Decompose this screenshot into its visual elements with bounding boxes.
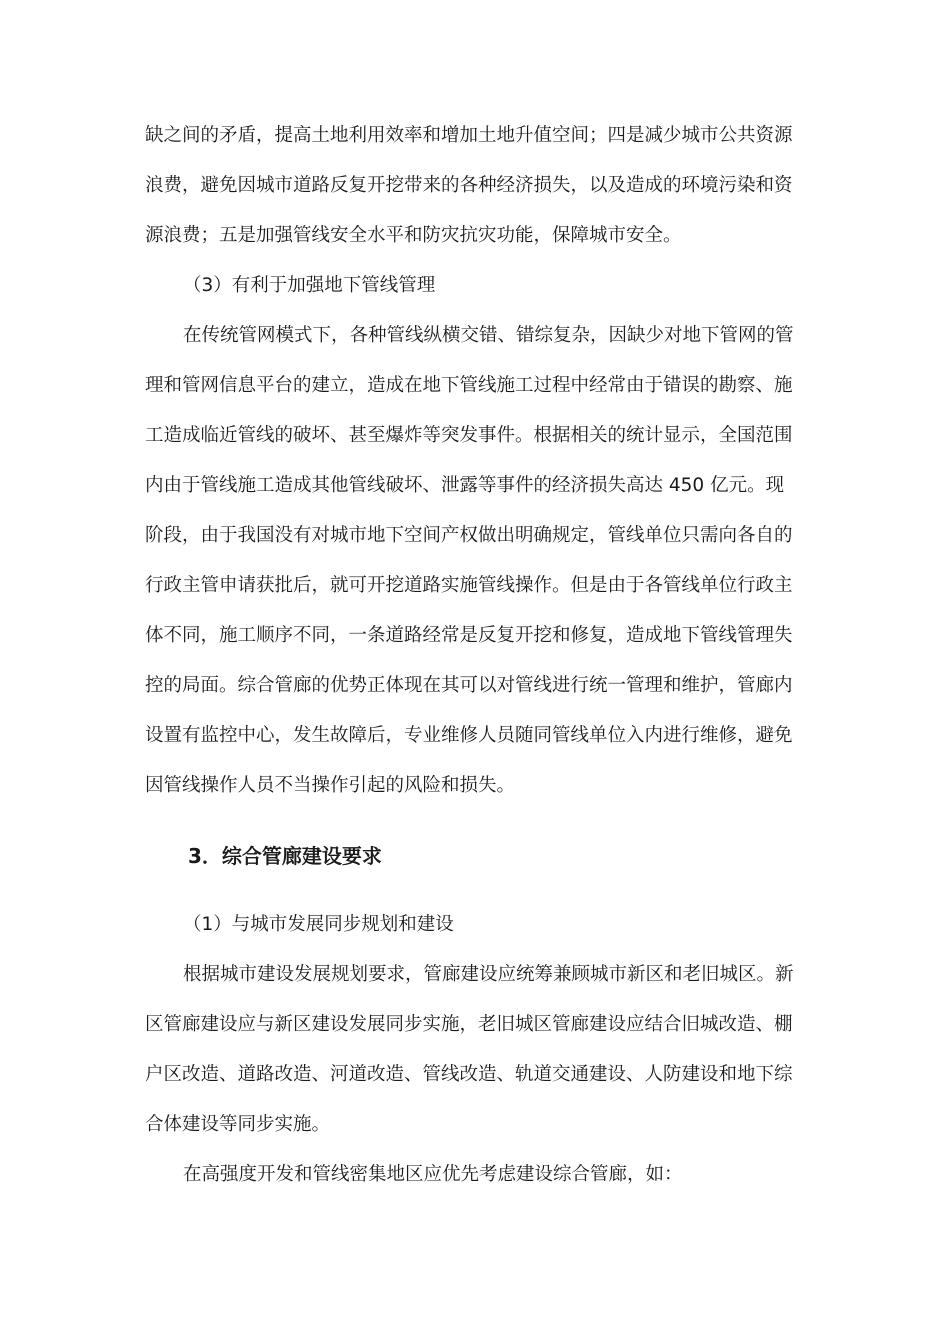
paragraph-line: 体不同，施工顺序不同，一条道路经常是反复开挖和修复，造成地下管线管理失	[145, 625, 793, 646]
paragraph-line: 源浪费；五是加强管线安全水平和防灾抗灾功能，保障城市安全。	[145, 225, 682, 246]
subsection-heading: （3）有利于加强地下管线管理	[183, 275, 436, 296]
paragraph-line: 浪费，避免因城市道路反复开挖带来的各种经济损失，以及造成的环境污染和资	[145, 175, 793, 196]
paragraph-line: 行政主管申请获批后，就可开挖道路实施管线操作。但是由于各管线单位行政主	[145, 575, 793, 596]
paragraph-line: 在传统管网模式下，各种管线纵横交错、错综复杂，因缺少对地下管网的管	[183, 325, 794, 346]
paragraph-line: 根据城市建设发展规划要求，管廊建设应统筹兼顾城市新区和老旧城区。新	[183, 964, 794, 985]
paragraph-line: 内由于管线施工造成其他管线破坏、泄露等事件的经济损失高达 450 亿元。现	[145, 475, 785, 496]
paragraph-line: 工造成临近管线的破坏、甚至爆炸等突发事件。根据相关的统计显示，全国范围	[145, 425, 793, 446]
paragraph-line: 合体建设等同步实施。	[145, 1114, 331, 1135]
paragraph-line: 阶段，由于我国没有对城市地下空间产权做出明确规定，管线单位只需向各自的	[145, 525, 793, 546]
paragraph-line: 理和管网信息平台的建立，造成在地下管线施工过程中经常由于错误的勘察、施	[145, 375, 793, 396]
subsection-heading: （1）与城市发展同步规划和建设	[183, 914, 454, 935]
paragraph-line: 设置有监控中心，发生故障后，专业维修人员随同管线单位入内进行维修，避免	[145, 725, 793, 746]
paragraph-line: 因管线操作人员不当操作引起的风险和损失。	[145, 775, 516, 796]
section-heading: 3．综合管廊建设要求	[188, 844, 382, 868]
paragraph-line: 缺之间的矛盾，提高土地利用效率和增加土地升值空间；四是减少城市公共资源	[145, 125, 793, 146]
paragraph-line: 区管廊建设应与新区建设发展同步实施，老旧城区管廊建设应结合旧城改造、棚	[145, 1014, 793, 1035]
paragraph-line: 户区改造、道路改造、河道改造、管线改造、轨道交通建设、人防建设和地下综	[145, 1064, 793, 1085]
paragraph-line: 在高强度开发和管线密集地区应优先考虑建设综合管廊，如：	[183, 1164, 683, 1185]
paragraph-line: 控的局面。综合管廊的优势正体现在其可以对管线进行统一管理和维护，管廊内	[145, 675, 793, 696]
